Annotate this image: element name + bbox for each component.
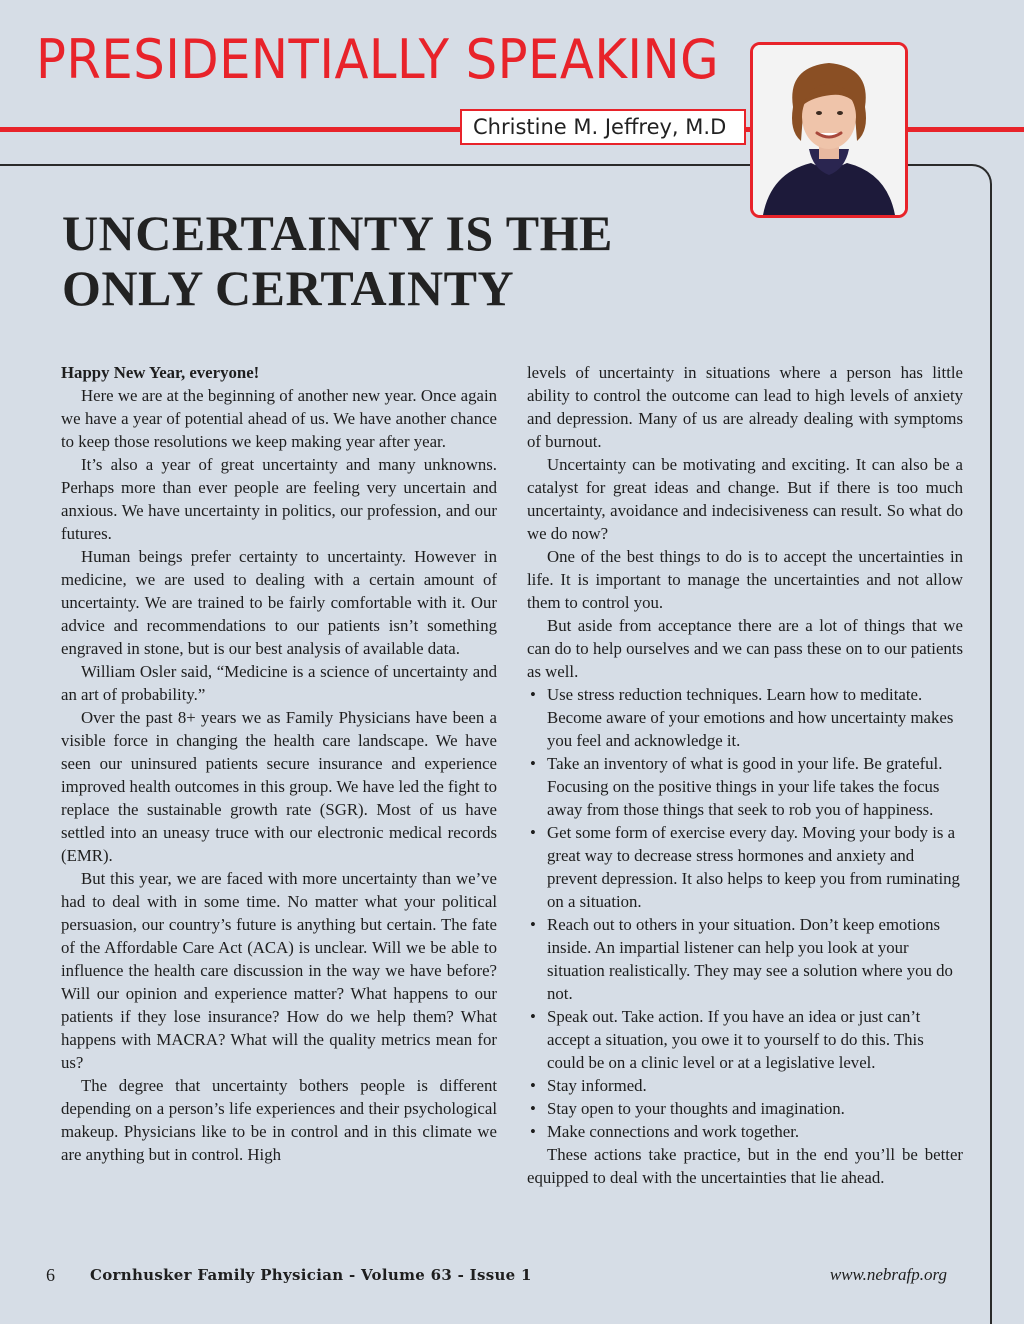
body-paragraph: The degree that uncertainty bothers people is different depending on a person’s life experiences and their psychological makeup. Physicians like to be in control and in this climate we are anything but in control. High <box>61 1076 497 1164</box>
body-paragraph: Here we are at the beginning of another new year. Once again we have a year of potential ahead of us. We have another chance to keep those resolutions we keep making year after year. <box>61 386 497 451</box>
page-footer <box>0 1265 1024 1289</box>
body-paragraph: William Osler said, “Medicine is a science of uncertainty and an art of probability.” <box>61 662 497 704</box>
bullet-icon: • <box>530 685 536 704</box>
section-title: PRESIDENTIALLY SPEAKING <box>36 28 720 91</box>
title-line-2: ONLY CERTAINTY <box>62 260 515 316</box>
website-link[interactable]: www.nebrafp.org <box>829 1265 947 1284</box>
greeting: Happy New Year, everyone! <box>61 363 260 382</box>
list-item-text: Make connections and work together. <box>547 1122 800 1141</box>
publication-name: Cornhusker Family Physician - Volume 63 - Issue 1 <box>90 1266 532 1284</box>
article-column-right <box>527 361 963 1189</box>
list-item-text: Stay informed. <box>547 1076 647 1095</box>
bullet-icon: • <box>530 754 536 773</box>
author-photo <box>750 42 908 218</box>
list-item-text: Get some form of exercise every day. Moving your body is a great way to decrease stress hormones and anxiety and prevent depression. It also helps to keep you from ruminating on a situation. <box>547 823 960 911</box>
body-paragraph: Human beings prefer certainty to uncertainty. However in medicine, we are used to dealing with a certain amount of uncertainty. We are trained to be fairly comfortable with it. Our advice and recommendations to our patients isn’t something engraved in stone, but is our best analysis of available data. <box>61 547 497 658</box>
list-item <box>527 752 963 821</box>
list-item-text: Use stress reduction techniques. Learn how to meditate. Become aware of your emotions and how uncertainty makes you feel and acknowledge it. <box>547 685 954 750</box>
body-paragraph: Uncertainty can be motivating and exciting. It can also be a catalyst for great ideas and change. But if there is too much uncertainty, avoidance and indecisiveness can result. So what do we do now? <box>527 455 963 543</box>
bullet-icon: • <box>530 1122 536 1141</box>
list-item-text: Take an inventory of what is good in your life. Be grateful. Focusing on the positive things in your life takes the focus away from those things that seek to rob you of happiness. <box>547 754 943 819</box>
list-item <box>527 1005 963 1074</box>
list-item-text: Speak out. Take action. If you have an idea or just can’t accept a situation, you owe it to yourself to do this. This could be on a clinic level or at a legislative level. <box>547 1007 924 1072</box>
bullet-icon: • <box>530 823 536 842</box>
closing-paragraph: These actions take practice, but in the end you’ll be better equipped to deal with the uncertainties that lie ahead. <box>527 1145 963 1187</box>
list-item <box>527 1097 963 1120</box>
body-paragraph: But this year, we are faced with more uncertainty than we’ve had to deal with in some time. No matter what your political persuasion, our country’s future is anything but certain. The fate of the Affordable Care Act (ACA) is unclear. Will we be able to influence the health care discussion in the way we have before? Will our opinion and experience matter? What happens to our patients if they lose insurance? How do we help them? What happens with MACRA? What will the quality metrics mean for us? <box>61 869 497 1072</box>
body-paragraph: It’s also a year of great uncertainty and many unknowns. Perhaps more than ever people are feeling very uncertain and anxious. We have uncertainty in politics, our profession, and our futures. <box>61 455 497 543</box>
title-line-1: UNCERTAINTY IS THE <box>62 205 613 261</box>
list-item <box>527 821 963 913</box>
author-name: Christine M. Jeffrey, M.D <box>473 115 727 139</box>
body-paragraph-continued: levels of uncertainty in situations where a person has little ability to control the outcome can lead to high levels of anxiety and depression. Many of us are already dealing with symptoms of burnout. <box>527 363 963 451</box>
list-item <box>527 913 963 1005</box>
bullet-icon: • <box>530 1076 536 1095</box>
tips-list <box>527 683 963 1143</box>
portrait-image <box>753 45 905 215</box>
list-item <box>527 1074 963 1097</box>
bullet-icon: • <box>530 915 536 934</box>
bullet-icon: • <box>530 1007 536 1026</box>
body-paragraph: One of the best things to do is to accept the uncertainties in life. It is important to manage the uncertainties and not allow them to control you. <box>527 547 963 612</box>
list-item-text: Stay open to your thoughts and imagination. <box>547 1099 845 1118</box>
article-column-left <box>61 361 497 1166</box>
bullet-icon: • <box>530 1099 536 1118</box>
body-paragraph: Over the past 8+ years we as Family Physicians have been a visible force in changing the health care landscape. We have seen our uninsured patients secure insurance and experience improved health outcomes in this group. We have led the fight to replace the sustainable growth rate (SGR). Most of us have settled into an uneasy truce with our electronic medical records (EMR). <box>61 708 497 865</box>
list-item-text: Reach out to others in your situation. Don’t keep emotions inside. An impartial listener can help you look at your situation realistically. They may see a solution where you do not. <box>547 915 953 1003</box>
article-title <box>62 206 613 316</box>
author-byline <box>460 109 746 145</box>
body-paragraph: But aside from acceptance there are a lot of things that we can do to help ourselves and we can pass these on to our patients as well. <box>527 616 963 681</box>
page-number: 6 <box>46 1265 55 1285</box>
list-item <box>527 1120 963 1143</box>
list-item <box>527 683 963 752</box>
